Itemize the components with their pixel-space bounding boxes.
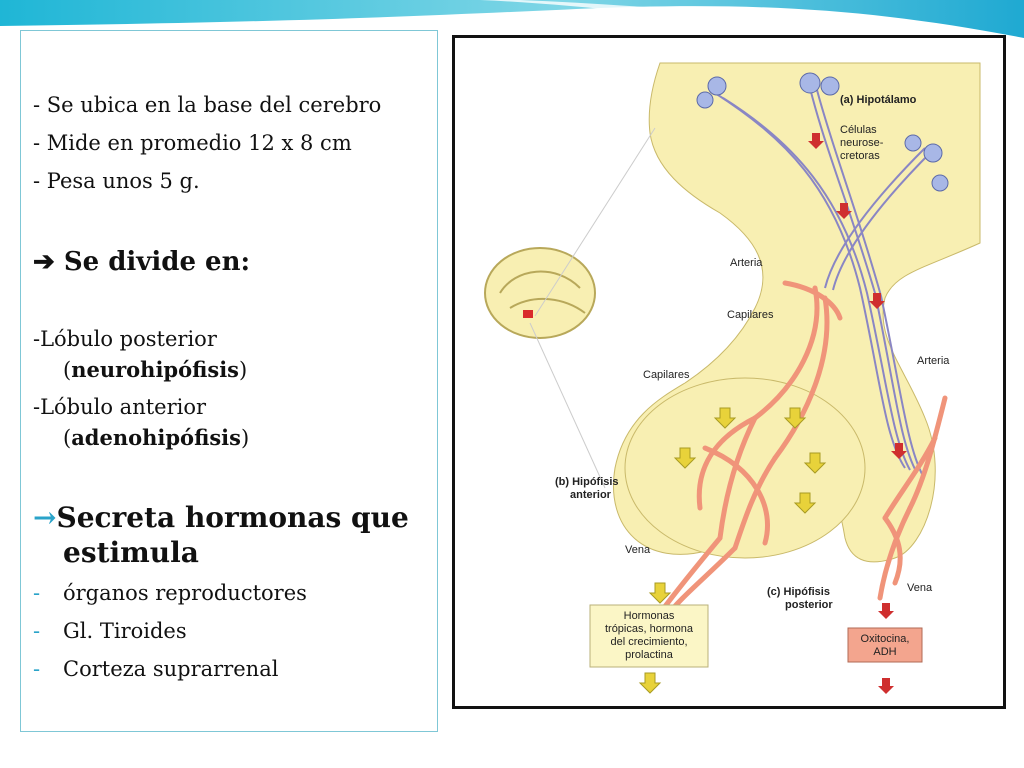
label-capilares-mid: Capilares bbox=[643, 369, 690, 381]
divide-heading-text: Se divide en: bbox=[63, 247, 251, 277]
anterior-lobe-shape bbox=[625, 378, 865, 558]
secreta-heading-line-2: estimula bbox=[63, 536, 199, 569]
bullet-dash: - bbox=[33, 619, 41, 643]
pituitary-diagram-frame bbox=[452, 35, 1006, 709]
adenohipofisis-term: adenohipófisis bbox=[71, 425, 241, 450]
label-hipofisis-anterior-2: anterior bbox=[570, 489, 611, 501]
intro-line-1: - Se ubica en la base del cerebro bbox=[33, 93, 382, 117]
label-capilares-top: Capilares bbox=[727, 309, 774, 321]
anterior-lobe-line: -Lóbulo anterior bbox=[33, 395, 207, 419]
label-hipofisis-posterior-2: posterior bbox=[785, 599, 833, 611]
bullet-dash: - bbox=[33, 657, 41, 681]
text-panel bbox=[20, 30, 438, 732]
neurohipofisis-term: neurohipófisis bbox=[71, 357, 239, 382]
hormone-box-line-4: prolactina bbox=[625, 649, 673, 661]
anterior-lobe-name bbox=[33, 425, 249, 450]
intro-line-3: - Pesa unos 5 g. bbox=[33, 169, 200, 193]
divide-heading bbox=[33, 247, 250, 277]
target-item-1 bbox=[33, 581, 307, 605]
paren-close: ) bbox=[240, 426, 250, 450]
right-arrow-icon: ➔ bbox=[33, 247, 55, 277]
secreta-heading bbox=[33, 501, 409, 534]
paren-open: ( bbox=[63, 358, 72, 382]
pituitary-diagram bbox=[455, 38, 1003, 706]
label-celulas-2: neurose- bbox=[840, 137, 884, 149]
target-item-3 bbox=[33, 657, 278, 681]
bullet-dash: - bbox=[33, 581, 41, 605]
hormone-box-line-1: Hormonas bbox=[623, 610, 675, 622]
target-item-text: Gl. Tiroides bbox=[63, 619, 187, 643]
posterior-lobe-name bbox=[33, 357, 247, 382]
paren-close: ) bbox=[239, 358, 248, 382]
label-arteria-left: Arteria bbox=[730, 257, 763, 269]
label-hipofisis-posterior-1: (c) Hipófisis bbox=[767, 586, 830, 598]
label-arteria-right: Arteria bbox=[917, 355, 950, 367]
brain-thumbnail bbox=[485, 248, 595, 338]
oxitocina-box-line-2: ADH bbox=[873, 646, 897, 658]
paren-open: ( bbox=[63, 426, 72, 450]
target-item-2 bbox=[33, 619, 187, 643]
target-item-text: Corteza suprarrenal bbox=[63, 657, 279, 681]
label-vena-left: Vena bbox=[625, 544, 651, 556]
hormone-box-line-2: trópicas, hormona bbox=[604, 623, 694, 635]
secreta-heading-line-1: Secreta hormonas que bbox=[56, 501, 409, 534]
hormone-box-line-3: del crecimiento, bbox=[610, 636, 688, 648]
label-vena-right: Vena bbox=[907, 582, 933, 594]
intro-line-2: - Mide en promedio 12 x 8 cm bbox=[33, 131, 352, 155]
teal-arrow-icon: → bbox=[33, 501, 57, 534]
label-hipofisis-anterior-1: (b) Hipófisis bbox=[555, 476, 619, 488]
label-hipotalamo: (a) Hipotálamo bbox=[840, 94, 917, 106]
label-celulas-3: cretoras bbox=[840, 150, 880, 162]
oxitocina-box-line-1: Oxitocina, bbox=[860, 633, 910, 645]
posterior-lobe-line: -Lóbulo posterior bbox=[33, 327, 217, 351]
label-celulas-1: Células bbox=[840, 124, 877, 136]
target-item-text: órganos reproductores bbox=[63, 581, 307, 605]
